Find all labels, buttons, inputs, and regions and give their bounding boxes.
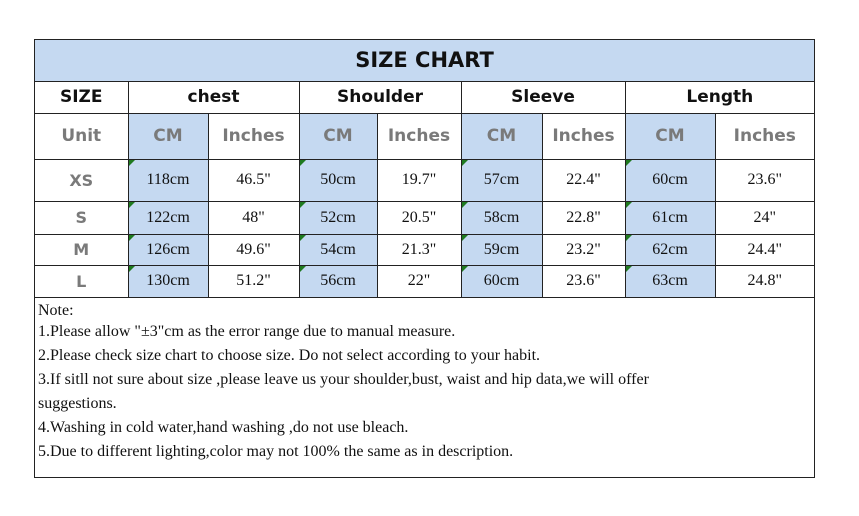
size-chart xyxy=(34,39,815,478)
sleeve-cm-value: 57cm xyxy=(461,159,542,201)
length-cm-value: 60cm xyxy=(625,159,715,201)
length-header: Length xyxy=(625,81,814,113)
sleeve-cm-header: CM xyxy=(461,113,542,159)
unit-label: Unit xyxy=(35,113,128,159)
size-table xyxy=(35,40,814,298)
length-inches-value: 23.6" xyxy=(715,159,814,201)
sleeve-cm-value: 60cm xyxy=(461,265,542,297)
note-line: 1.Please allow "±3"cm as the error range due to manual measure. xyxy=(38,322,456,340)
sleeve-cm-value: 58cm xyxy=(461,201,542,234)
note-line: 2.Please check size chart to choose size. Do not select according to your habit. xyxy=(38,346,541,364)
length-inches-value: 24.8" xyxy=(715,265,814,297)
sleeve-inches-value: 23.2" xyxy=(542,234,625,265)
header-row xyxy=(35,81,814,113)
chart-title: SIZE CHART xyxy=(35,40,814,81)
shoulder-inches-value: 20.5" xyxy=(377,201,461,234)
table-row xyxy=(35,201,814,234)
note-line: 3.If sitll not sure about size ,please leave us your shoulder,bust, waist and hip data,we will offer xyxy=(38,370,649,388)
shoulder-cm-value: 56cm xyxy=(299,265,377,297)
size-header: SIZE xyxy=(35,81,128,113)
shoulder-inches-value: 21.3" xyxy=(377,234,461,265)
length-inches-value: 24.4" xyxy=(715,234,814,265)
sleeve-header: Sleeve xyxy=(461,81,625,113)
sleeve-inches-value: 22.4" xyxy=(542,159,625,201)
chest-inches-value: 49.6" xyxy=(208,234,299,265)
unit-row xyxy=(35,113,814,159)
sleeve-inches-header: Inches xyxy=(542,113,625,159)
size-label: XS xyxy=(35,159,128,201)
note-line: 5.Due to different lighting,color may not 100% the same as in description. xyxy=(38,442,514,460)
chest-inches-value: 48" xyxy=(208,201,299,234)
note-line: suggestions. xyxy=(38,394,117,412)
length-cm-value: 62cm xyxy=(625,234,715,265)
chest-cm-header: CM xyxy=(128,113,208,159)
shoulder-cm-value: 52cm xyxy=(299,201,377,234)
chest-header: chest xyxy=(128,81,299,113)
table-row xyxy=(35,265,814,297)
shoulder-inches-value: 19.7" xyxy=(377,159,461,201)
chest-cm-value: 122cm xyxy=(128,201,208,234)
table-row xyxy=(35,234,814,265)
table-row xyxy=(35,159,814,201)
shoulder-inches-header: Inches xyxy=(377,113,461,159)
sleeve-cm-value: 59cm xyxy=(461,234,542,265)
size-label: M xyxy=(35,234,128,265)
notes-label: Note: xyxy=(38,301,74,319)
length-inches-value: 24" xyxy=(715,201,814,234)
shoulder-cm-value: 54cm xyxy=(299,234,377,265)
shoulder-cm-value: 50cm xyxy=(299,159,377,201)
length-cm-value: 61cm xyxy=(625,201,715,234)
shoulder-header: Shoulder xyxy=(299,81,461,113)
chest-inches-value: 46.5" xyxy=(208,159,299,201)
chest-inches-header: Inches xyxy=(208,113,299,159)
note-line: 4.Washing in cold water,hand washing ,do not use bleach. xyxy=(38,418,409,436)
sleeve-inches-value: 22.8" xyxy=(542,201,625,234)
notes-section xyxy=(35,298,814,464)
length-cm-value: 63cm xyxy=(625,265,715,297)
shoulder-cm-header: CM xyxy=(299,113,377,159)
length-inches-header: Inches xyxy=(715,113,814,159)
chest-cm-value: 130cm xyxy=(128,265,208,297)
shoulder-inches-value: 22" xyxy=(377,265,461,297)
chest-inches-value: 51.2" xyxy=(208,265,299,297)
sleeve-inches-value: 23.6" xyxy=(542,265,625,297)
size-label: S xyxy=(35,201,128,234)
chest-cm-value: 118cm xyxy=(128,159,208,201)
chest-cm-value: 126cm xyxy=(128,234,208,265)
length-cm-header: CM xyxy=(625,113,715,159)
size-label: L xyxy=(35,265,128,297)
